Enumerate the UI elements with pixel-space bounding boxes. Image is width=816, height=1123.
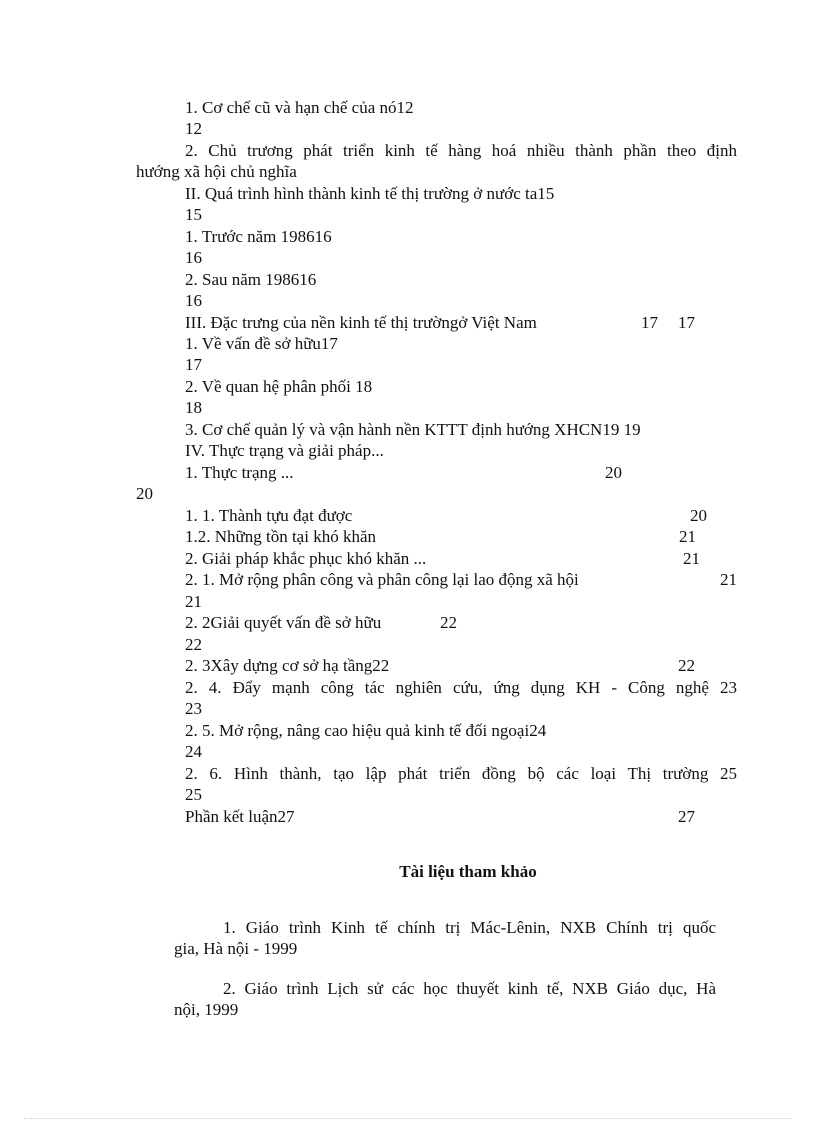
toc-entry: 2. 4. Đẩy mạnh công tác nghiên cứu, ứng dụng KH - Công nghệ 23 [185,678,737,697]
toc-entry: 1. Trước năm 198616 [185,227,332,246]
toc-page-number: 27 [678,807,695,826]
toc-entry: 3. Cơ chế quản lý và vận hành nền KTTT định hướng XHCN19 19 [185,420,641,439]
toc-entry: 2. Sau năm 198616 [185,270,317,289]
toc-page-number: 20 [136,484,153,503]
toc-page-number: 17 [678,313,695,332]
toc-page-number: 20 [690,506,707,525]
toc-page-number: 16 [185,291,202,310]
toc-page-number: 18 [185,398,202,417]
toc-entry: 2. Giải pháp khắc phục khó khăn ... [185,549,427,568]
page-bottom-rule [24,1118,792,1119]
toc-entry: Phần kết luận27 [185,807,295,826]
toc-page-number: 23 [185,699,202,718]
toc-entry-continuation: hướng xã hội chủ nghĩa [136,162,297,181]
toc-entry: 2. 3Xây dựng cơ sở hạ tầng22 [185,656,390,675]
reference-item: 1. Giáo trình Kinh tế chính trị Mác-Lênin, NXB Chính trị quốc [223,918,716,937]
toc-page-number: 22 [678,656,695,675]
reference-item-continuation: nội, 1999 [174,1000,239,1019]
toc-section-heading: II. Quá trình hình thành kinh tế thị trường ở nước ta15 [185,184,555,203]
toc-page-number: 25 [185,785,202,804]
toc-page-number: 17 [641,313,658,332]
toc-page-number: 21 [720,570,737,589]
toc-section-heading: III. Đặc trưng của nền kinh tế thị trườngở Việt Nam [185,313,537,332]
toc-page-number: 24 [185,742,202,761]
toc-page-number: 22 [440,613,457,632]
toc-entry: 2. 5. Mở rộng, nâng cao hiệu quả kinh tế đối ngoại24 [185,721,547,740]
references-title: Tài liệu tham khảo [399,862,537,881]
reference-item: 2. Giáo trình Lịch sử các học thuyết kinh tế, NXB Giáo dục, Hà [223,979,716,998]
toc-entry: 2. 6. Hình thành, tạo lập phát triển đồng bộ các loại Thị trường 25 [185,764,737,783]
toc-page-number: 22 [185,635,202,654]
toc-section-heading: IV. Thực trạng và giải pháp... [185,441,384,460]
toc-page-number: 20 [605,463,622,482]
toc-entry: 1. Về vấn đề sở hữu17 [185,334,338,353]
toc-page-number: 21 [679,527,696,546]
toc-page-number: 21 [683,549,700,568]
reference-item-continuation: gia, Hà nội - 1999 [174,939,298,958]
toc-entry: 1.2. Những tồn tại khó khăn [185,527,377,546]
toc-entry: 1. Thực trạng ... [185,463,294,482]
toc-entry: 1. 1. Thành tựu đạt được [185,506,353,525]
toc-entry: 2. Chủ trương phát triển kinh tế hàng hoá nhiều thành phần theo định [185,141,737,160]
toc-entry: 1. Cơ chế cũ và hạn chế của nó12 [185,98,414,117]
toc-page-number: 12 [185,119,202,138]
toc-entry: 2. 2Giải quyết vấn đề sở hữu [185,613,382,632]
toc-page-number: 15 [185,205,202,224]
toc-page-number: 16 [185,248,202,267]
toc-entry: 2. 1. Mở rộng phân công và phân công lại lao động xã hội [185,570,579,589]
toc-entry: 2. Về quan hệ phân phối 18 [185,377,373,396]
toc-page-number: 17 [185,355,202,374]
toc-page-number: 21 [185,592,202,611]
